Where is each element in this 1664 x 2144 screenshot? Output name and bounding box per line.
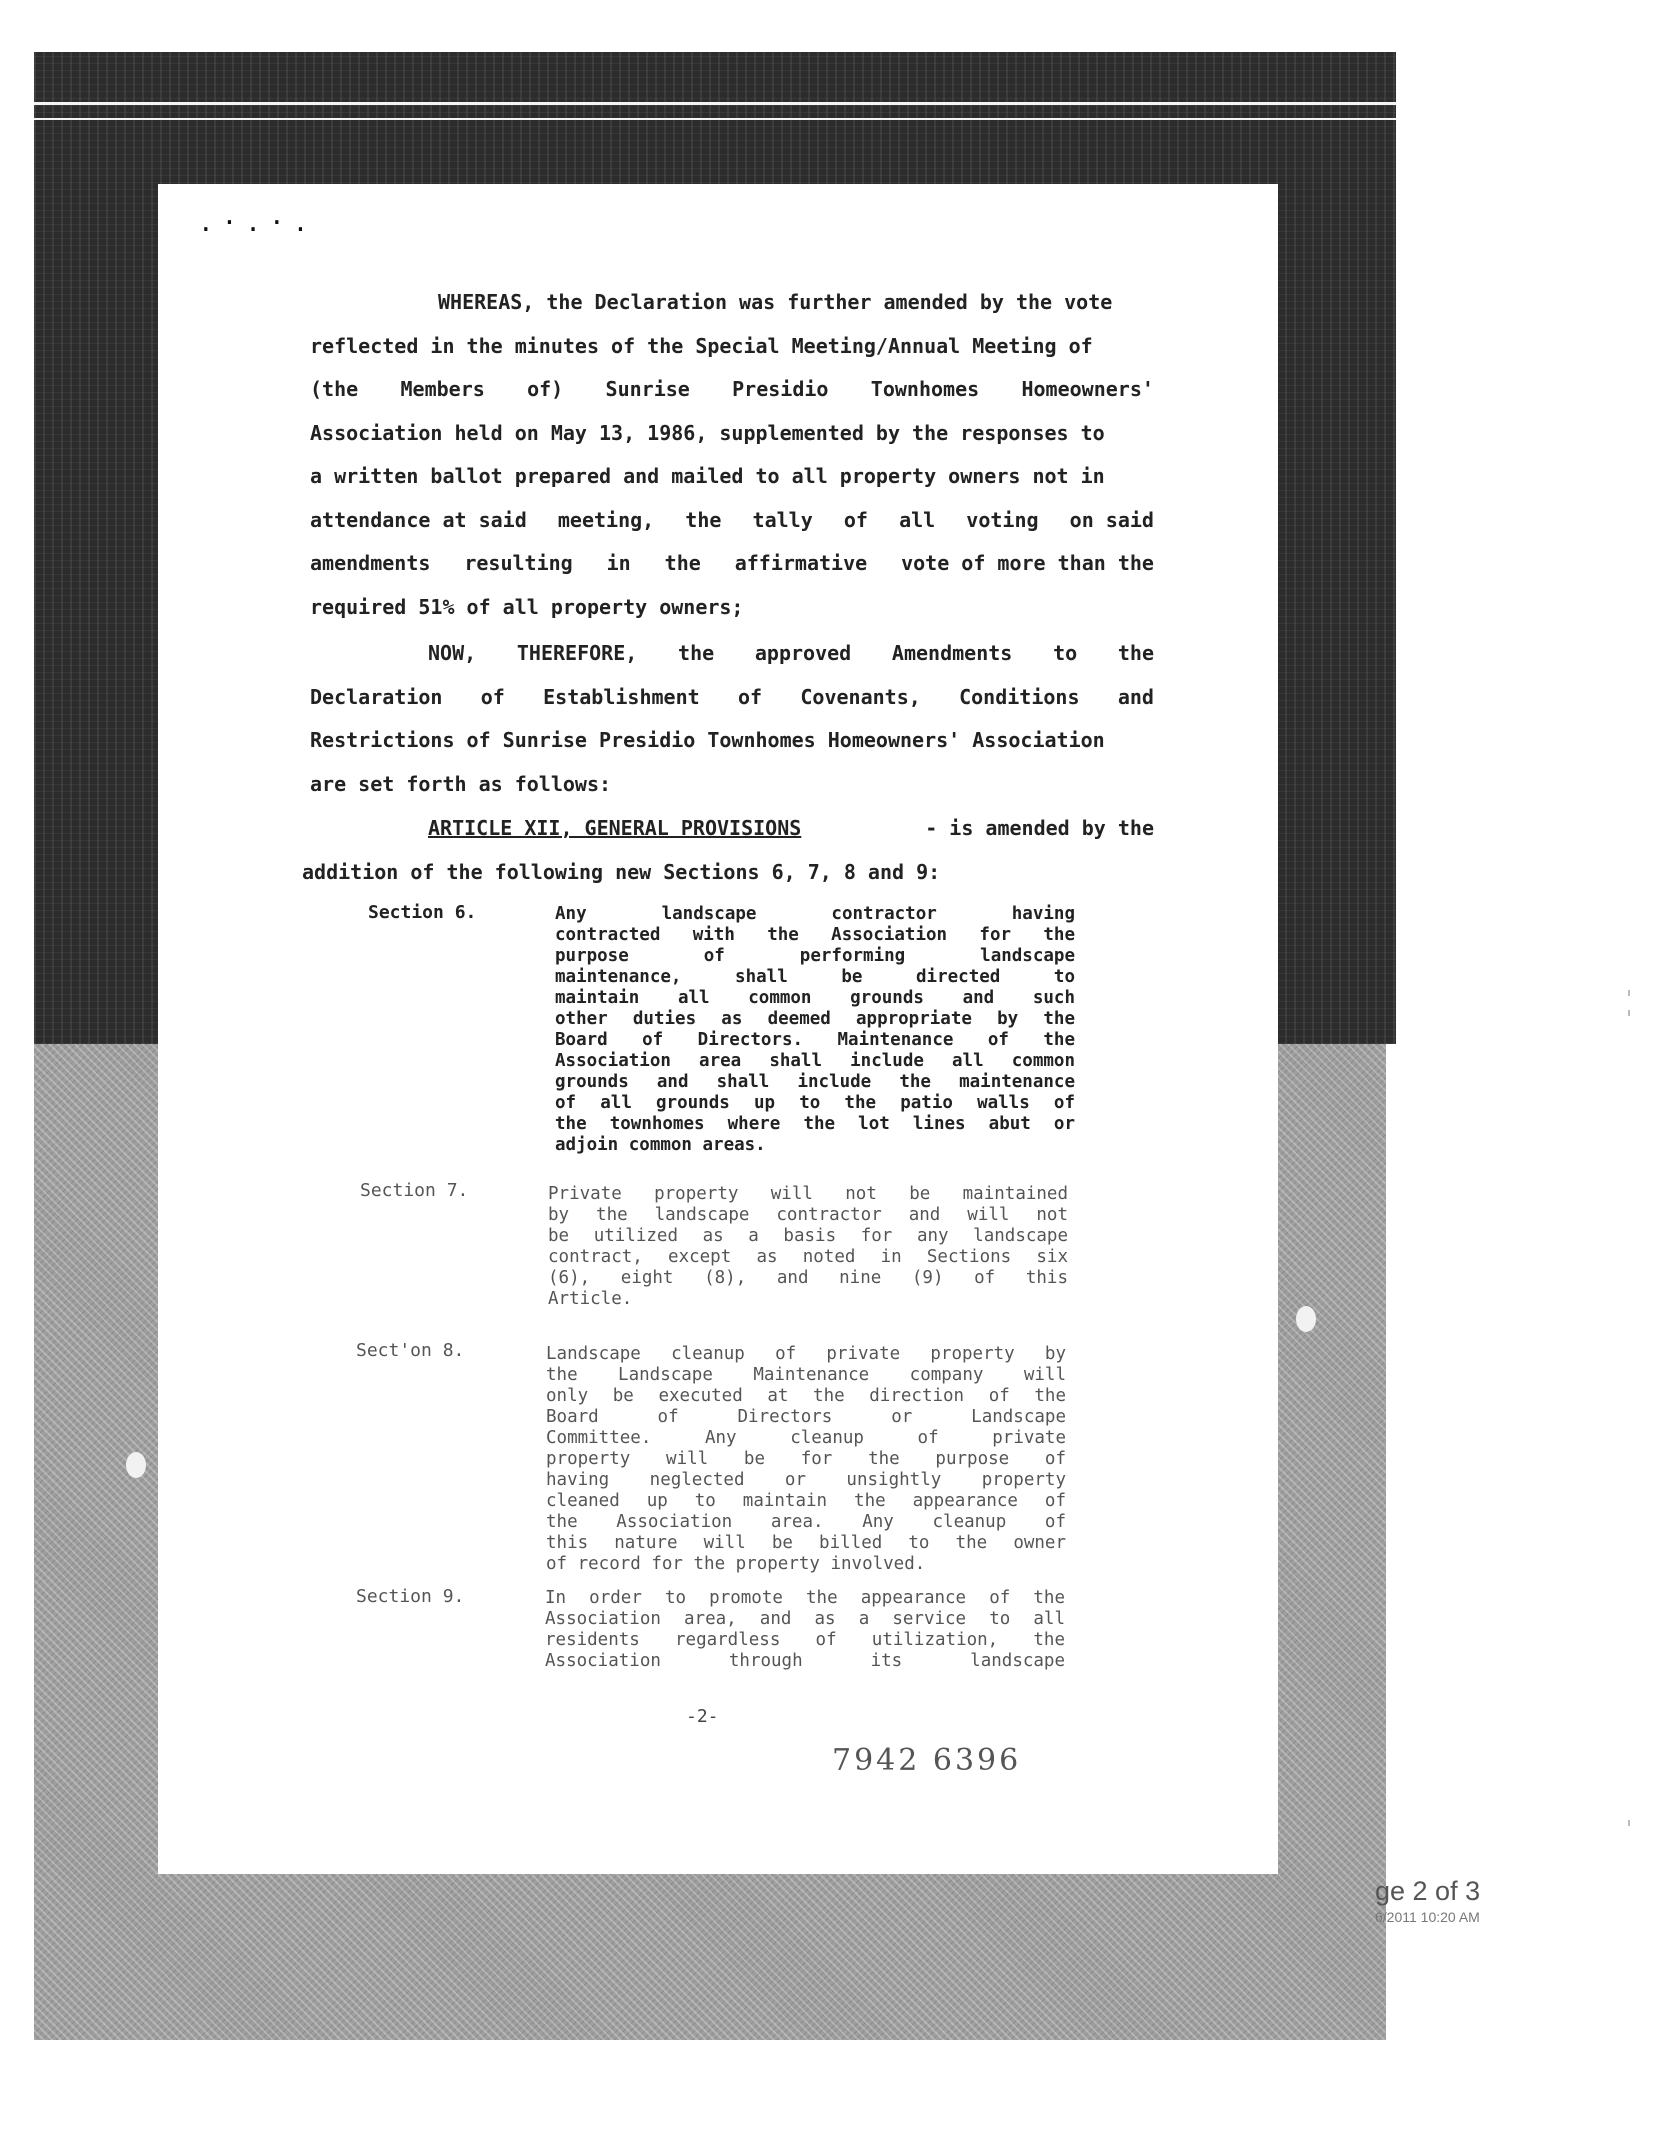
word: required 51% of all property owners; <box>310 594 744 619</box>
word: WHEREAS, the Declaration was further amended by the vote <box>438 290 1113 314</box>
section-line: be utilized as a basis for any landscape <box>548 1226 1068 1246</box>
word: of <box>737 684 763 709</box>
word: all <box>899 507 936 532</box>
word: Amendments <box>891 641 1013 665</box>
word: are set forth as follows: <box>310 771 612 796</box>
edge-mark <box>1628 990 1630 996</box>
word: of) <box>527 377 564 401</box>
paragraph-line <box>310 595 1154 639</box>
section-line: Board of Directors or Landscape <box>546 1407 1066 1427</box>
paragraph-line <box>310 728 1154 772</box>
scan-artifact-line <box>34 102 1396 105</box>
article-heading-rest: - is amended by the <box>925 816 1154 840</box>
section-line: Any landscape contractor having <box>555 904 1075 924</box>
paragraph-line <box>310 334 1154 378</box>
section-line: adjoin common areas. <box>555 1135 766 1155</box>
section-line: (6), eight (8), and nine (9) of this <box>548 1268 1068 1288</box>
viewer-page-indicator: ge 2 of 3 <box>1375 1876 1481 1906</box>
scan-artifact-line <box>34 118 1396 120</box>
paragraph-line <box>310 685 1154 729</box>
word: the <box>678 641 715 665</box>
section-line: property will be for the purpose of <box>546 1449 1066 1469</box>
page-number: -2- <box>686 1706 719 1727</box>
section-6-label: Section 6. <box>368 902 477 923</box>
word: voting <box>966 507 1039 532</box>
section-line: only be executed at the direction of the <box>546 1386 1066 1406</box>
paragraph-line <box>310 772 1154 816</box>
section-line: other duties as deemed appropriate by the <box>555 1009 1075 1029</box>
section-line: purpose of performing landscape <box>555 946 1075 966</box>
therefore-paragraph <box>310 641 1154 815</box>
section-line: cleaned up to maintain the appearance of <box>546 1491 1066 1511</box>
word: on said <box>1069 507 1154 532</box>
word: NOW, <box>428 641 477 665</box>
word: of <box>480 684 505 709</box>
word: amendments <box>310 551 431 575</box>
section-line: the Landscape Maintenance company will <box>546 1365 1066 1385</box>
word: to <box>1053 641 1078 665</box>
article-heading-paragraph <box>302 816 1154 903</box>
word: the <box>1117 641 1154 665</box>
section-7-body <box>548 1184 1068 1310</box>
word: Establishment <box>543 684 700 709</box>
word: vote of more than the <box>901 551 1154 575</box>
word: the <box>664 551 701 575</box>
edge-mark <box>1628 1820 1630 1826</box>
section-line: residents regardless of utilization, the <box>545 1630 1065 1650</box>
edge-mark <box>1628 1010 1630 1016</box>
word: the <box>685 507 722 532</box>
section-line: Private property will not be maintained <box>548 1184 1068 1204</box>
section-line: maintenance, shall be directed to <box>555 967 1075 987</box>
word: reflected in the minutes of the Special Meeting/Annual Meeting of <box>310 333 1093 358</box>
section-line: of all grounds up to the patio walls of <box>555 1093 1075 1113</box>
section-line: by the landscape contractor and will not <box>548 1205 1068 1225</box>
word: in <box>606 551 631 575</box>
word: Sunrise <box>605 377 690 401</box>
section-line: this nature will be billed to the owner <box>546 1533 1066 1553</box>
paragraph-line <box>310 290 1154 334</box>
section-line: grounds and shall include the maintenance <box>555 1072 1075 1092</box>
section-9-body <box>545 1588 1065 1672</box>
document-reference-number: 7942 6396 <box>832 1743 1022 1778</box>
word: Restrictions of Sunrise Presidio Townhomes Homeowners' Association <box>310 728 1105 752</box>
word: Townhomes <box>870 377 980 401</box>
word: resulting <box>464 551 573 575</box>
word: (the <box>310 377 359 401</box>
article-heading: ARTICLE XII, GENERAL PROVISIONS <box>428 816 802 840</box>
article-line-2: addition of the following new Sections 6, 7, 8 and 9: <box>302 859 941 884</box>
paragraph-line <box>310 377 1154 421</box>
section-line: maintain all common grounds and such <box>555 988 1075 1008</box>
section-line: Association area, and as a service to all <box>545 1609 1065 1629</box>
section-line: Board of Directors. Maintenance of the <box>555 1030 1075 1050</box>
scan-speck <box>126 1452 146 1478</box>
paragraph-line <box>310 508 1154 552</box>
word: and <box>1117 684 1154 709</box>
section-7-label: Section 7. <box>360 1180 469 1201</box>
word: affirmative <box>734 551 868 575</box>
paragraph-line <box>310 641 1154 685</box>
word: attendance at said <box>310 507 527 532</box>
section-9-label: Section 9. <box>356 1586 465 1607</box>
word: Homeowners' <box>1021 377 1154 401</box>
word: Conditions <box>959 684 1080 709</box>
section-8-body <box>546 1344 1066 1575</box>
word: Association held on May 13, 1986, supplemented by the responses to <box>310 420 1105 445</box>
word: Covenants, <box>800 684 921 709</box>
word: meeting, <box>557 507 655 532</box>
section-6-body <box>555 904 1075 1156</box>
word: tally <box>752 507 813 532</box>
section-line: Article. <box>548 1289 633 1309</box>
section-line: the townhomes where the lot lines abut or <box>555 1114 1075 1134</box>
word: of <box>843 507 868 532</box>
word: Members <box>400 377 485 401</box>
scan-speck: .·.·. <box>198 208 317 238</box>
word: Presidio <box>732 377 829 401</box>
section-8-label: Sect'on 8. <box>356 1340 465 1361</box>
paragraph-line <box>310 464 1154 508</box>
viewer-timestamp: 6/2011 10:20 AM <box>1375 1909 1480 1925</box>
word: a written ballot prepared and mailed to all property owners not in <box>310 464 1105 488</box>
word: approved <box>754 641 852 665</box>
section-line: Landscape cleanup of private property by <box>546 1344 1066 1364</box>
section-line: contracted with the Association for the <box>555 925 1075 945</box>
word: THEREFORE, <box>516 641 638 665</box>
section-line: In order to promote the appearance of the <box>545 1588 1065 1608</box>
section-line: Association area shall include all common <box>555 1051 1075 1071</box>
paragraph-line <box>310 421 1154 465</box>
scan-speck <box>1296 1306 1316 1332</box>
section-line: the Association area. Any cleanup of <box>546 1512 1066 1532</box>
whereas-paragraph <box>310 290 1154 638</box>
section-line: of record for the property involved. <box>546 1554 926 1574</box>
word: Declaration <box>310 684 443 709</box>
section-line: Association through its landscape <box>545 1651 1065 1671</box>
section-line: having neglected or unsightly property <box>546 1470 1066 1490</box>
section-line: contract, except as noted in Sections six <box>548 1247 1068 1267</box>
section-line: Committee. Any cleanup of private <box>546 1428 1066 1448</box>
paragraph-line <box>310 551 1154 595</box>
